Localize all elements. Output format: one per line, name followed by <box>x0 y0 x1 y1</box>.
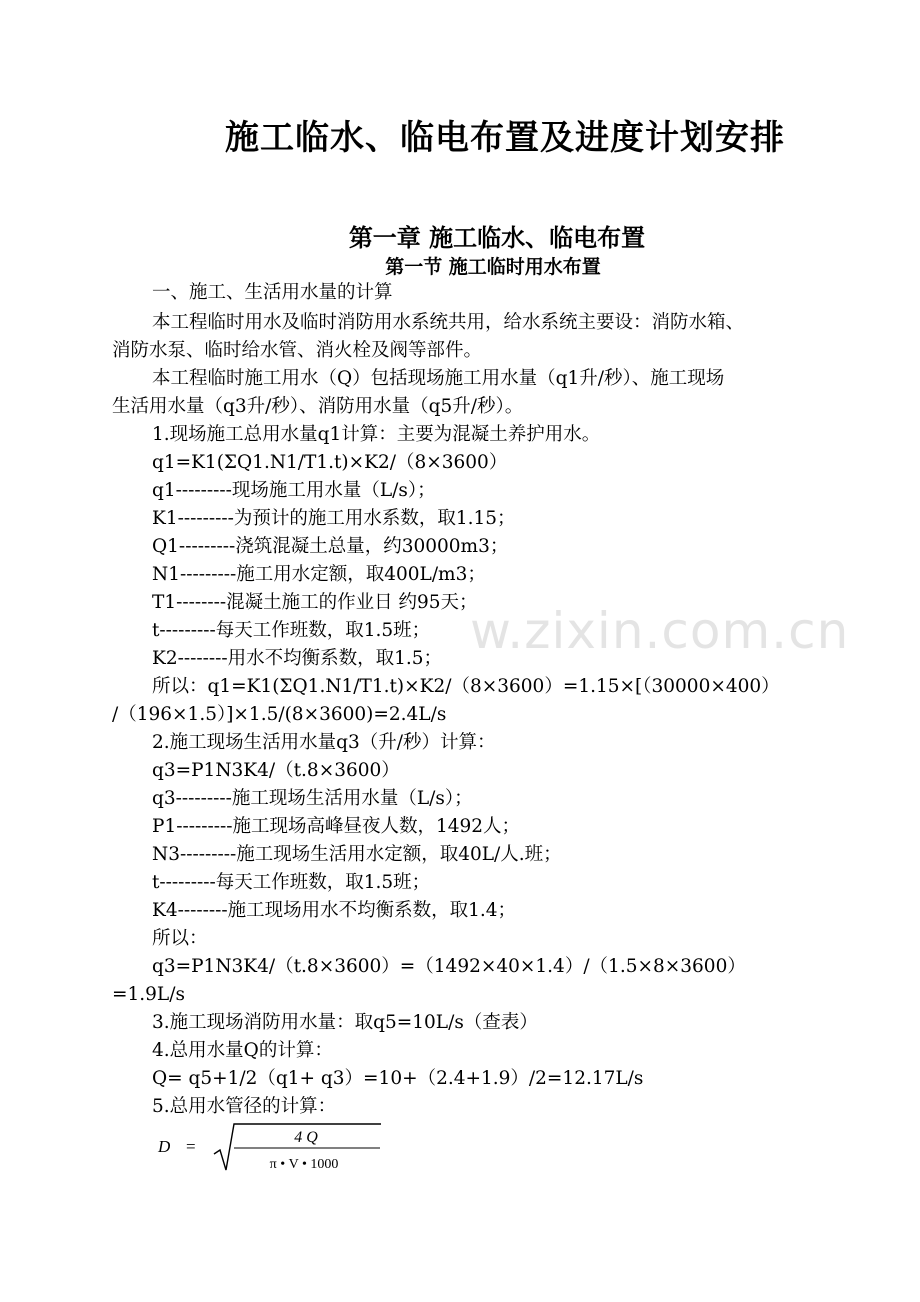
document-title: 施工临水、临电布置及进度计划安排 <box>225 118 785 158</box>
definition-line: q1---------现场施工用水量（L/s）； <box>152 480 436 501</box>
section-heading: 第一节 施工临时用水布置 <box>385 256 601 278</box>
text-line: 一、施工、生活用水量的计算 <box>152 282 393 303</box>
watermark: w.zixin.com.cn <box>470 602 850 660</box>
definition-line: K1---------为预计的施工用水系数，取1.15； <box>152 508 516 529</box>
text-line: 1.现场施工总用水量q1计算：主要为混凝土养护用水。 <box>152 424 601 445</box>
chapter-heading: 第一章 施工临水、临电布置 <box>348 224 646 252</box>
formula-equals: = <box>186 1137 196 1156</box>
text-line: 本工程临时用水及临时消防用水系统共用，给水系统主要设：消防水箱、 <box>152 312 745 333</box>
formula-line: /（196×1.5）]×1.5/(8×3600)=2.4L/s <box>112 704 447 725</box>
formula-line: Q= q5+1/2（q1+ q3）=10+（2.4+1.9）/2=12.17L/s <box>152 1068 644 1089</box>
pipe-diameter-formula <box>156 1120 396 1180</box>
text-line: 消防水泵、临时给水管、消火栓及阀等部件。 <box>112 340 483 361</box>
formula-line: q3=P1N3K4/（t.8×3600）=（1492×40×1.4）/（1.5×8×3600） <box>152 956 746 977</box>
definition-line: Q1---------浇筑混凝土总量，约30000m3； <box>152 536 509 557</box>
formula-line: q1=K1(ΣQ1.N1/T1.t)×K2/（8×3600） <box>152 452 508 473</box>
formula-line: q3=P1N3K4/（t.8×3600） <box>152 760 400 781</box>
text-line: 4.总用水量Q的计算： <box>152 1040 333 1061</box>
formula-line: =1.9L/s <box>112 984 185 1005</box>
definition-line: t---------每天工作班数，取1.5班； <box>152 872 431 893</box>
formula-numerator: 4 Q <box>294 1129 318 1146</box>
formula-line: 所以：q1=K1(ΣQ1.N1/T1.t)×K2/（8×3600）=1.15×[（30000×400） <box>152 676 780 697</box>
definition-line: K2--------用水不均衡系数，取1.5； <box>152 648 443 669</box>
definition-line: T1--------混凝土施工的作业日 约95天； <box>152 592 478 613</box>
definition-line: t---------每天工作班数，取1.5班； <box>152 620 431 641</box>
text-line: 5.总用水管径的计算： <box>152 1096 337 1117</box>
formula-lhs: D <box>158 1137 171 1156</box>
text-line: 2.施工现场生活用水量q3（升/秒）计算： <box>152 732 496 753</box>
text-line: 3.施工现场消防用水量：取q5=10L/s（查表） <box>152 1012 538 1033</box>
definition-line: q3---------施工现场生活用水量（L/s）； <box>152 788 473 809</box>
definition-line: P1---------施工现场高峰昼夜人数，1492人； <box>152 816 521 837</box>
text-line: 所以： <box>152 928 208 949</box>
text-line: 本工程临时施工用水（Q）包括现场施工用水量（q1升/秒）、施工现场 <box>152 368 725 389</box>
definition-line: N3---------施工现场生活用水定额，取40L/人.班； <box>152 844 562 865</box>
definition-line: K4--------施工现场用水不均衡系数，取1.4； <box>152 900 517 921</box>
text-line: 生活用水量（q3升/秒）、消防用水量（q5升/秒）。 <box>112 396 524 417</box>
formula-denominator: π • V • 1000 <box>269 1157 339 1172</box>
definition-line: N1---------施工用水定额，取400L/m3； <box>152 564 486 585</box>
